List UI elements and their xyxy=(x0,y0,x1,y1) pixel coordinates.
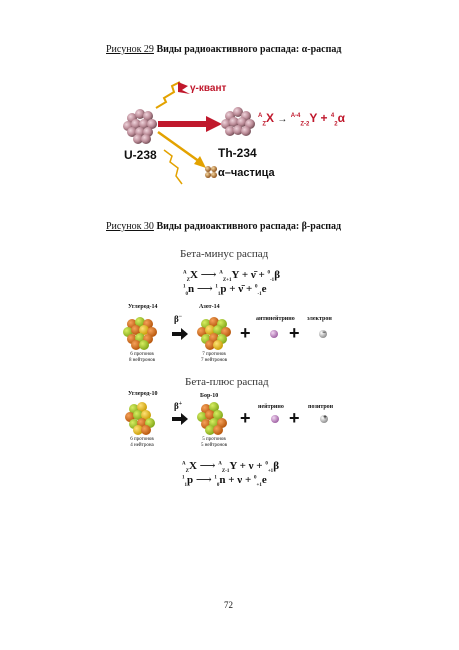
th234-label: Th-234 xyxy=(218,146,257,160)
neutrino-label: нейтрино xyxy=(258,404,284,410)
bm2-e-symbol: e xyxy=(261,283,267,295)
bp2-e-mass: 0 xyxy=(253,475,257,481)
nitrogen14-protons: 7 протонов xyxy=(202,352,226,357)
gamma-burst-icon xyxy=(178,82,190,94)
beta-minus-title: Бета-минус распад xyxy=(180,248,269,260)
bm2-antineutrino: + ν̄ + xyxy=(229,283,253,295)
bm2-parent-charge: 0 xyxy=(185,292,188,298)
eq-alpha-mass: 4 xyxy=(330,113,335,119)
beta-plus-sign: + xyxy=(178,401,183,407)
eq-daughter-mass: A-4 xyxy=(290,113,301,119)
beta-plus-equation-2 xyxy=(182,473,267,488)
bm1-daughter-charge: Z+1 xyxy=(222,278,232,284)
bm2-arrow: ⟶ xyxy=(196,283,213,295)
carbon10-nucleus xyxy=(125,402,155,435)
electron-label: электрон xyxy=(307,316,332,322)
gamma-ray-line xyxy=(156,82,180,108)
bm1-daughter-mass: A xyxy=(219,270,223,276)
bp2-daughter-mass: 1 xyxy=(214,475,217,481)
carbon14-nucleus xyxy=(123,317,157,350)
bp2-parent-charge: 1 xyxy=(184,483,187,489)
nitrogen14-neutrons: 7 нейтронов xyxy=(200,358,228,363)
positron-label: позитрон xyxy=(308,404,334,410)
nitrogen14-nucleus xyxy=(197,317,231,350)
bp1-neutrino: + ν + xyxy=(239,460,263,472)
beta-plus-plus-2: + xyxy=(289,408,300,428)
eq-daughter-charge: Z-2 xyxy=(300,121,310,128)
neutrino-icon xyxy=(271,415,279,423)
beta-minus-plus-2: + xyxy=(289,323,300,343)
beta-minus-plus-1: + xyxy=(240,323,251,343)
beta-minus-sign: − xyxy=(178,314,183,320)
beta-minus-arrow-icon xyxy=(172,328,188,340)
carbon10-protons: 6 протонов xyxy=(130,437,154,442)
bm2-daughter-symbol: p xyxy=(220,283,227,295)
bm1-e-charge: -1 xyxy=(270,278,275,284)
bp1-e-charge: +1 xyxy=(267,469,274,475)
beta-plus-title: Бета-плюс распад xyxy=(185,376,269,388)
bp1-daughter-symbol: Y xyxy=(229,460,237,472)
bp1-parent-symbol: X xyxy=(188,460,197,472)
antineutrino-label: антинейтрино xyxy=(256,316,295,322)
beta-plus-arrow-label xyxy=(174,401,182,411)
beta-plus-equation-1 xyxy=(182,459,279,474)
bp2-parent-symbol: p xyxy=(187,474,194,486)
bp2-daughter-symbol: n xyxy=(219,474,226,486)
beta-plus-plus-1: + xyxy=(240,408,251,428)
eq-parent-symbol: X xyxy=(266,111,275,125)
bp2-daughter-charge: 0 xyxy=(216,483,220,489)
electron-sign: − xyxy=(322,330,326,336)
bp1-arrow: ⟶ xyxy=(199,460,216,472)
beta-minus-equation-2 xyxy=(183,282,267,297)
eq-arrow: → xyxy=(277,114,288,125)
nitrogen14-counts xyxy=(196,352,232,364)
figure30-caption xyxy=(106,221,341,232)
figure30-caption-title: Виды радиоактивного распада: β-распад xyxy=(156,221,342,232)
eq-alpha-charge: 2 xyxy=(334,121,338,128)
page-number: 72 xyxy=(224,600,233,610)
antineutrino-icon xyxy=(270,330,278,338)
u238-label: U-238 xyxy=(124,148,157,162)
bm2-daughter-charge: 1 xyxy=(217,292,221,298)
eq-parent-mass: A xyxy=(258,113,263,119)
alpha-decay-equation xyxy=(258,111,345,127)
th234-nucleus xyxy=(221,107,255,136)
bp1-parent-mass: A xyxy=(182,461,186,467)
nitrogen14-label: Азот-14 xyxy=(199,304,220,310)
bm2-parent-symbol: n xyxy=(188,283,195,295)
boron10-label: Бор-10 xyxy=(200,393,219,399)
alpha-trajectory-arrow xyxy=(158,132,200,162)
beta-minus-symbol: β xyxy=(174,314,179,324)
bp2-e-charge: +1 xyxy=(256,483,262,489)
carbon14-label: Углерод-14 xyxy=(128,304,158,310)
figure29-caption xyxy=(106,44,341,55)
beta-plus-arrow-icon xyxy=(172,413,188,425)
eq-parent-charge: Z xyxy=(262,121,267,128)
figure30-caption-label: Рисунок 30 xyxy=(106,221,154,232)
alpha-particle-label: α–частица xyxy=(218,167,275,179)
boron10-nucleus xyxy=(197,402,227,435)
bp2-arrow: ⟶ xyxy=(195,474,212,486)
bp1-parent-charge: Z xyxy=(185,469,189,475)
carbon10-counts xyxy=(124,437,160,449)
eq-plus: + xyxy=(320,111,328,125)
bm1-arrow: ⟶ xyxy=(200,269,217,281)
bp1-daughter-mass: A xyxy=(218,461,222,467)
bp2-e-symbol: e xyxy=(261,474,267,486)
bp1-e-mass: 0 xyxy=(265,461,268,467)
beta-minus-equation-1 xyxy=(183,268,280,283)
alpha-gamma-zigzag xyxy=(164,150,182,184)
bp2-parent-mass: 1 xyxy=(182,475,185,481)
u238-nucleus xyxy=(123,109,157,144)
bm1-e-mass: 0 xyxy=(267,270,271,276)
bp1-e-symbol: β xyxy=(273,460,279,472)
carbon10-neutrons: 4 нейтрона xyxy=(130,443,154,448)
bm2-e-charge: -1 xyxy=(257,292,262,298)
bm1-parent-mass: A xyxy=(183,270,187,276)
bm1-antineutrino: + ν̄ + xyxy=(241,269,265,281)
beta-minus-arrow-label xyxy=(174,314,182,324)
bm2-daughter-mass: 1 xyxy=(215,284,218,290)
bm1-daughter-symbol: Y xyxy=(231,269,240,281)
bm1-parent-charge: Z xyxy=(186,278,190,284)
bp1-daughter-charge: Z-1 xyxy=(221,469,230,475)
eq-alpha-symbol: α xyxy=(337,111,345,125)
beta-plus-symbol: β xyxy=(174,401,179,411)
bm1-e-symbol: β xyxy=(274,269,280,281)
bm2-e-mass: 0 xyxy=(254,284,258,290)
alpha-particle-icon xyxy=(205,166,217,178)
alpha-decay-illustration xyxy=(118,80,298,200)
positron-sign: + xyxy=(323,415,327,421)
beta-minus-illustration xyxy=(120,310,350,358)
gamma-quantum-label: γ-квант xyxy=(190,83,227,94)
carbon14-neutrons: 8 нейтронов xyxy=(128,358,156,363)
eq-daughter-symbol: Y xyxy=(309,111,318,125)
carbon10-label: Углерод-10 xyxy=(128,391,158,397)
carbon14-counts xyxy=(124,352,160,364)
bm2-parent-mass: 1 xyxy=(183,284,186,290)
bm1-parent-symbol: X xyxy=(189,269,198,281)
boron10-protons: 5 протонов xyxy=(202,437,226,442)
boron10-counts xyxy=(196,437,232,449)
boron10-neutrons: 5 нейтронов xyxy=(200,443,228,448)
decay-arrow xyxy=(158,116,222,132)
bp2-neutrino: + ν + xyxy=(228,474,252,486)
figure29-caption-title: Виды радиоактивного распада: α-распад xyxy=(156,44,342,55)
figure29-caption-label: Рисунок 29 xyxy=(106,44,154,55)
carbon14-protons: 6 протонов xyxy=(130,352,154,357)
